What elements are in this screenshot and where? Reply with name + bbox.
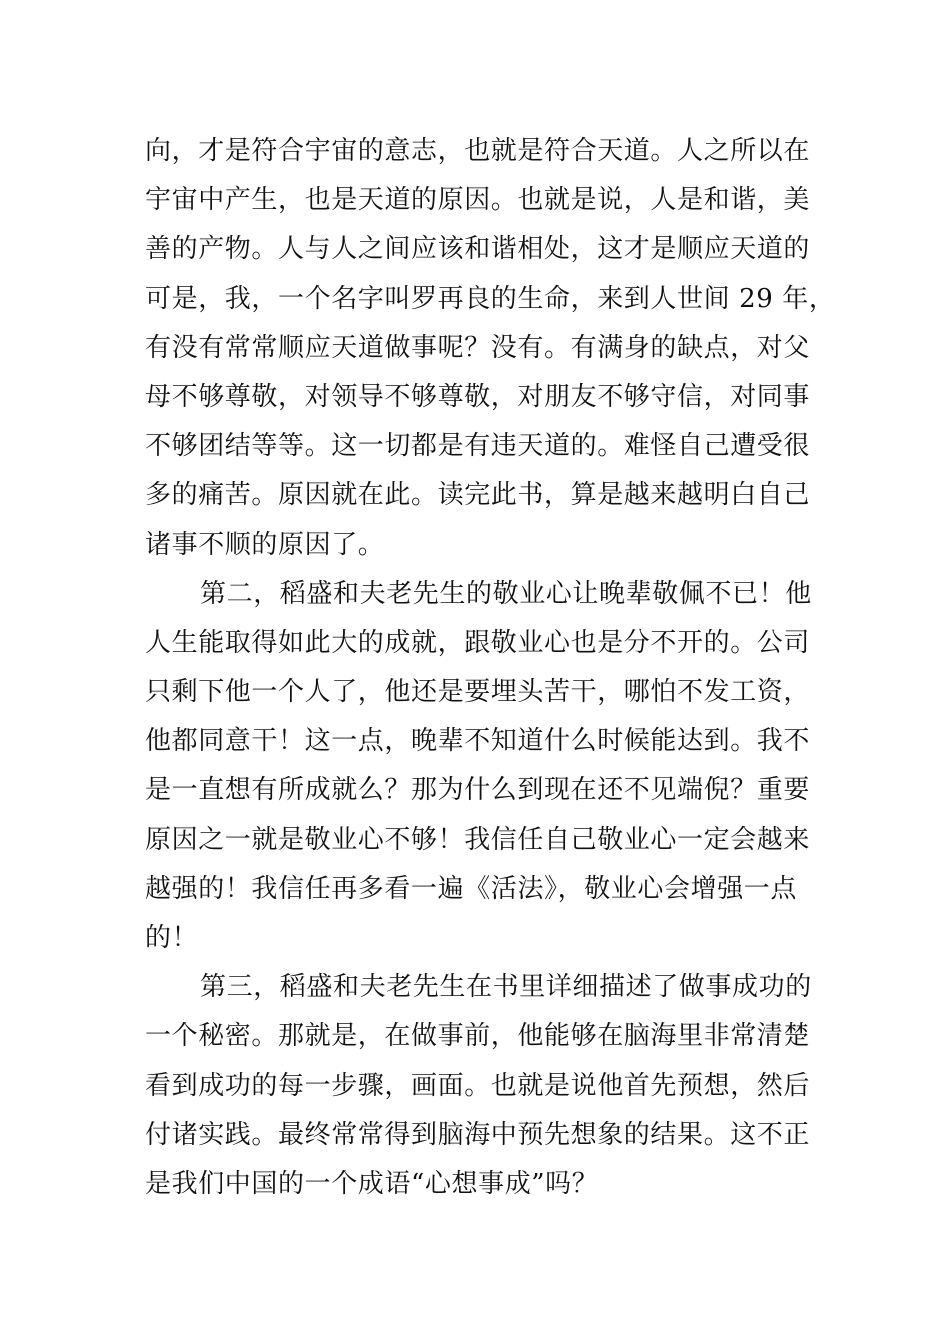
text-line: 母不够尊敬，对领导不够尊敬，对朋友不够守信，对同事 — [145, 381, 811, 412]
body-text — [145, 127, 836, 1209]
text-line: 有没有常常顺应天道做事呢？没有。有满身的缺点，对父 — [145, 332, 811, 363]
text-line: 越强的！我信任再多看一遍《活法》，敬业心会增强一点 — [145, 873, 798, 904]
text-line: 一个秘密。那就是，在做事前，他能够在脑海里非常清楚 — [145, 1021, 811, 1052]
text-line: 不够团结等等。这一切都是有违天道的。难怪自己遭受很 — [145, 431, 811, 462]
text-line: 他都同意干！这一点，晚辈不知道什么时候能达到。我不 — [145, 726, 811, 757]
text-line: 是一直想有所成就么？那为什么到现在还不见端倪？重要 — [145, 775, 811, 806]
text-line: 善的产物。人与人之间应该和谐相处，这才是顺应天道的 — [145, 234, 811, 265]
text-line: 向，才是符合宇宙的意志，也就是符合天道。人之所以在 — [145, 136, 811, 166]
text-line: 是我们中国的一个成语“心想事成”吗？ — [145, 1168, 599, 1199]
text-line: 看到成功的每一步骤，画面。也就是说他首先预想，然后 — [145, 1070, 811, 1101]
text-line: 诸事不顺的原因了。 — [145, 529, 385, 560]
text-line: 原因之一就是敬业心不够！我信任自己敬业心一定会越来 — [145, 824, 811, 855]
text-line: 付诸实践。最终常常得到脑海中预先想象的结果。这不正 — [145, 1119, 811, 1150]
text-line: 的！ — [145, 923, 199, 953]
paragraph-start-line: 第三，稻盛和夫老先生在书里详细描述了做事成功的 — [200, 972, 812, 1003]
text-line: 多的痛苦。原因就在此。读完此书，算是越来越明白自己 — [145, 480, 811, 511]
text-line: 可是，我，一个名字叫罗再良的生命，来到人世间 29 年， — [145, 283, 836, 314]
text-line: 人生能取得如此大的成就，跟敬业心也是分不开的。公司 — [145, 627, 811, 658]
text-line: 只剩下他一个人了，他还是要埋头苦干，哪怕不发工资， — [145, 677, 811, 708]
text-line: 宇宙中产生，也是天道的原因。也就是说，人是和谐，美 — [145, 185, 811, 216]
paragraph-start-line: 第二，稻盛和夫老先生的敬业心让晚辈敬佩不已！他 — [200, 578, 812, 609]
